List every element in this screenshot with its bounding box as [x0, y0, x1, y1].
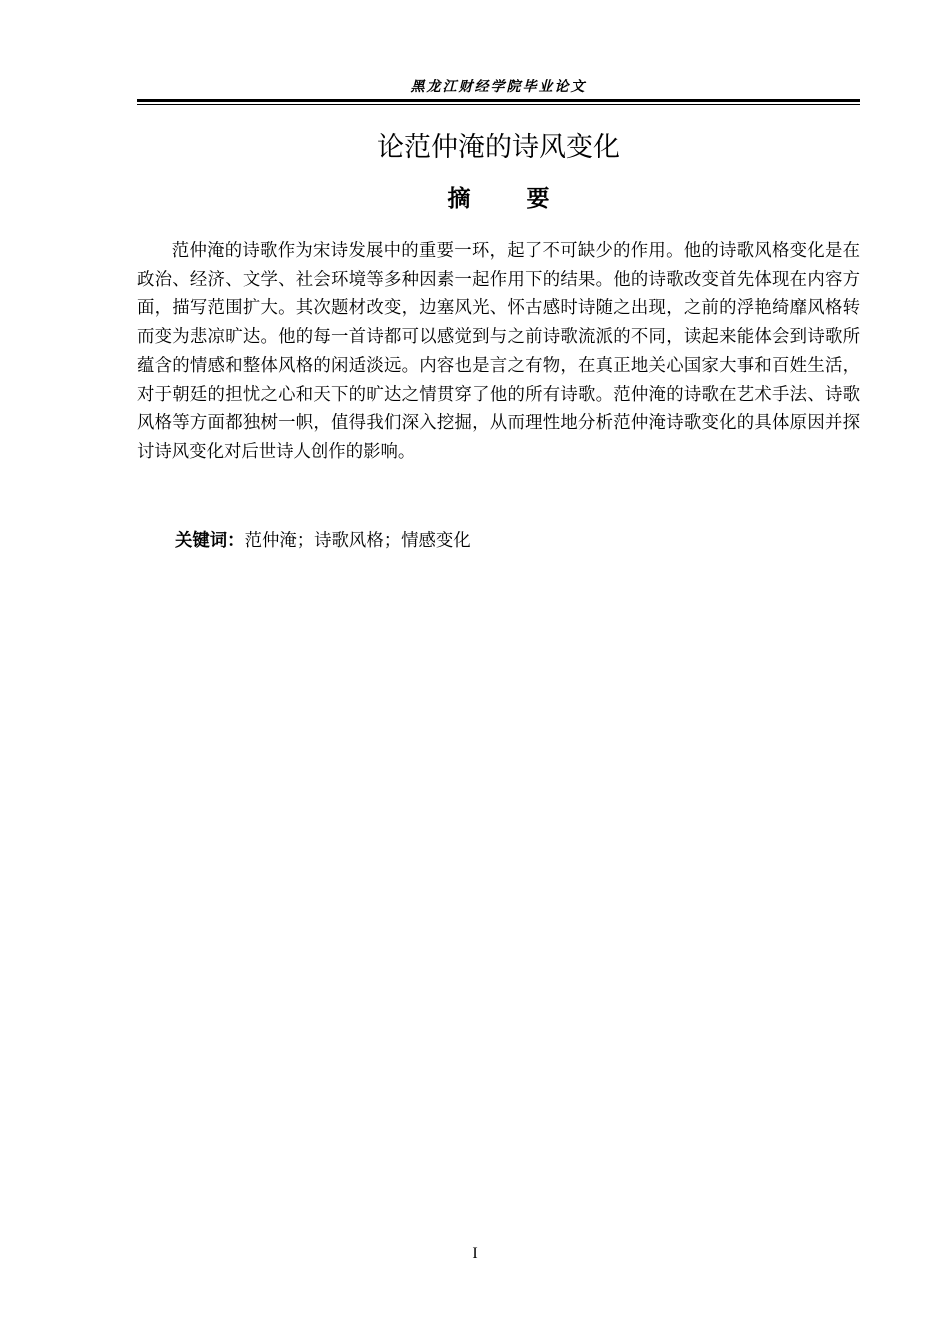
- keywords-label: 关键词：: [175, 531, 245, 551]
- header-rule-thin: [137, 104, 860, 105]
- abstract-heading-right: 要: [526, 186, 550, 212]
- thesis-title: 论范仲淹的诗风变化: [377, 132, 620, 163]
- running-header: 黑龙江财经学院毕业论文: [410, 79, 587, 95]
- keywords-value: 范仲淹；诗歌风格；情感变化: [244, 531, 471, 551]
- page-number: I: [472, 1245, 478, 1262]
- header-rule-thick: [137, 99, 860, 102]
- abstract-heading: [137, 183, 860, 215]
- abstract-heading-left: 摘: [447, 186, 471, 212]
- keywords-line: [175, 528, 471, 554]
- abstract-paragraph: 范仲淹的诗歌作为宋诗发展中的重要一环，起了不可缺少的作用。他的诗歌风格变化是在政治、经济、文学、社会环境等多种因素一起作用下的结果。他的诗歌改变首先体现在内容方面，描写范围扩大。其次题材改变，边塞风光、怀古感时诗随之出现，之前的浮艳绮靡风格转而变为悲凉旷达。他的每一首诗都可以感觉到与之前诗歌流派的不同，读起来能体会到诗歌所蕴含的情感和整体风格的闲适淡远。内容也是言之有物，在真正地关心国家大事和百姓生活，对于朝廷的担忧之心和天下的旷达之情贯穿了他的所有诗歌。范仲淹的诗歌在艺术手法、诗歌风格等方面都独树一帜，值得我们深入挖掘，从而理性地分析范仲淹诗歌变化的具体原因并探讨诗风变化对后世诗人创作的影响。: [137, 241, 860, 462]
